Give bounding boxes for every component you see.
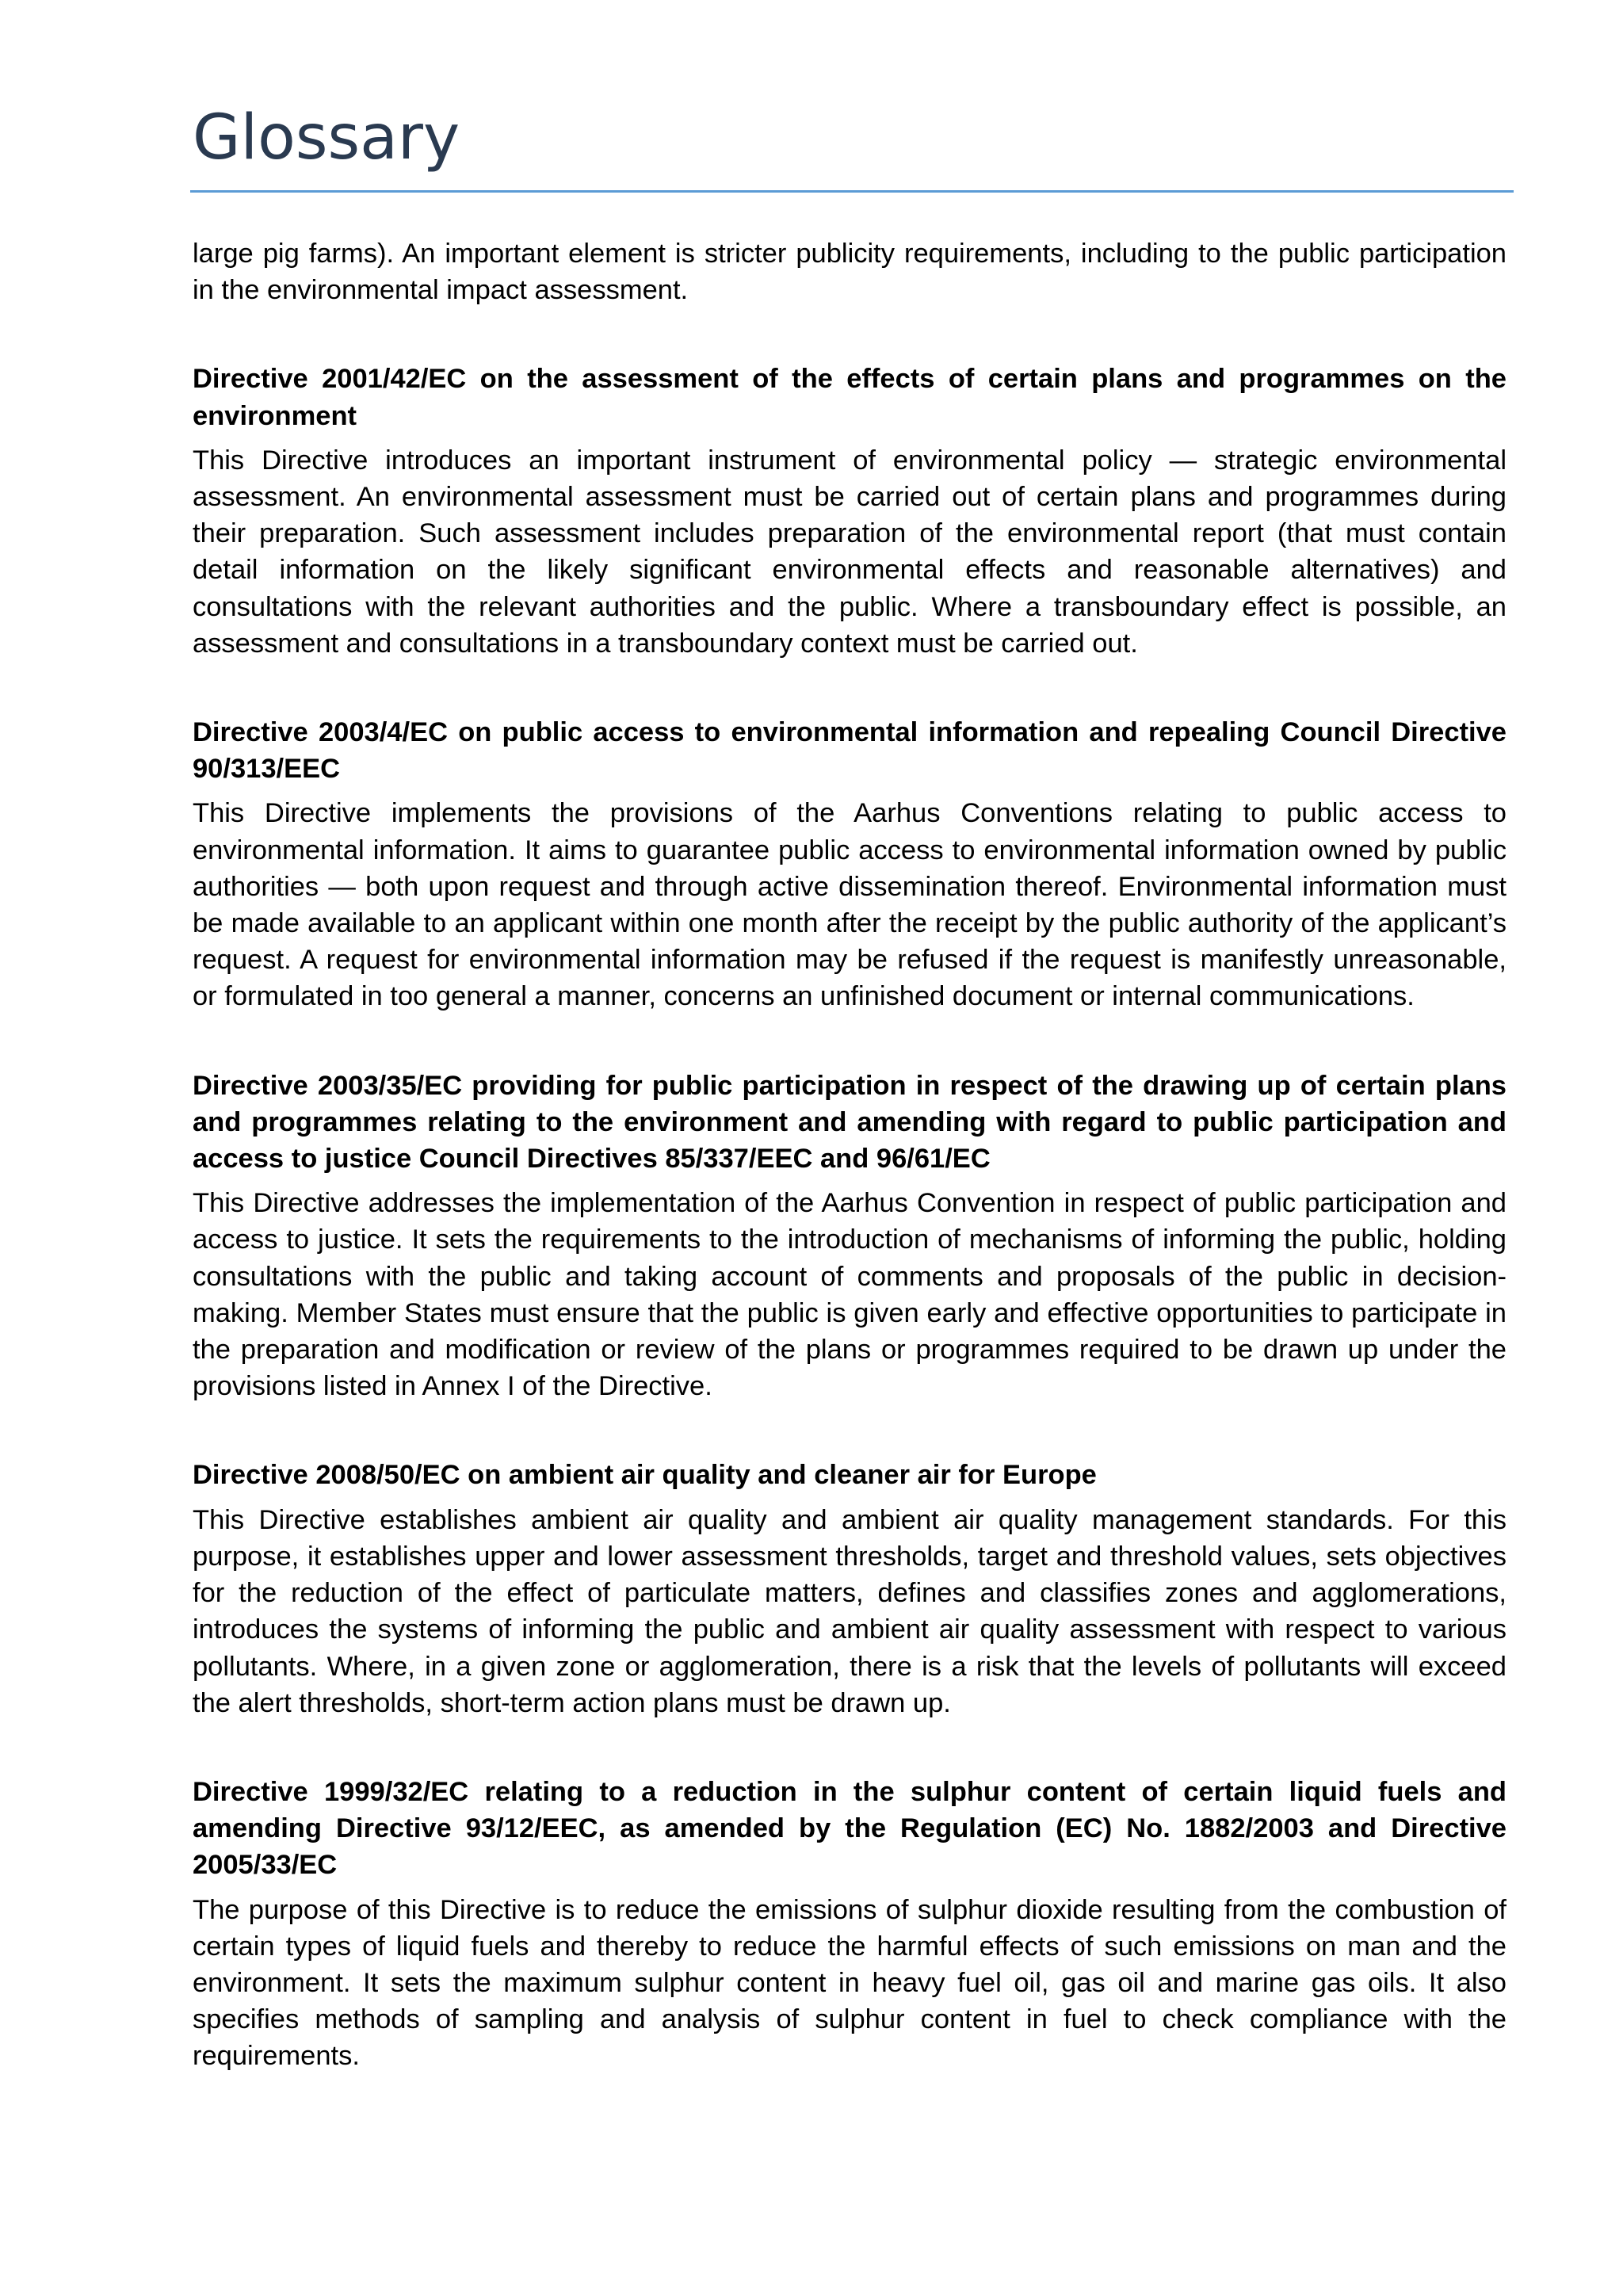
entry-title: Directive 1999/32/EC relating to a reduction in the sulphur content of certain liquid fuels and amending Directive 93/12/EEC, as amended by the Regulation (EC) No. 1882/2003 and Directive 2005/33/EC (193, 1776, 1507, 1881)
glossary-entry (193, 1068, 1507, 1405)
entry-title: Directive 2003/4/EC on public access to environmental information and repealing Council Directive 90/313/EEC (193, 717, 1507, 785)
entry-title: Directive 2003/35/EC providing for public participation in respect of the drawing up of certain plans and programmes relating to the environment and amending with regard to public participation and access to justice Council Directives 85/337/EEC and 96/61/EC (193, 1070, 1507, 1175)
entry-body: This Directive addresses the implementation of the Aarhus Convention in respect of public participation and access to justice. It sets the requirements to the introduction of mechanisms of informing the public, holding consultations with the public and taking account of comments and proposals of the public in decision-making. Member States must ensure that the public is given early and effective opportunities to participate in the preparation and modification or review of the plans or programmes required to be drawn up under the provisions listed in Annex I of the Directive. (193, 1188, 1507, 1402)
glossary-entry (193, 1774, 1507, 2075)
page-header (193, 101, 1511, 174)
entry-title: Directive 2008/50/EC on ambient air quality and cleaner air for Europe (193, 1460, 1097, 1491)
page-title: Glossary (193, 102, 460, 174)
intro-paragraph: large pig farms). An important element is stricter publicity requirements, including to the public participation in the environmental impact assessment. (193, 239, 1507, 306)
glossary-content (193, 235, 1507, 2075)
entry-body: This Directive establishes ambient air quality and ambient air quality management standards. For this purpose, it establishes upper and lower assessment thresholds, target and threshold values, sets objectives for the reduction of the effect of particulate matters, defines and classifies zones and agglomerations, introduces the systems of informing the public and ambient air quality assessment with respect to various pollutants. Where, in a given zone or agglomeration, there is a risk that the levels of pollutants will exceed the alert thresholds, short-term action plans must be drawn up. (193, 1504, 1507, 1718)
entry-body: This Directive implements the provisions of the Aarhus Conventions relating to public access to environmental information. It aims to guarantee public access to environmental information owned by public authorities — both upon request and through active dissemination thereof. Environmental information must be made available to an applicant within one month after the receipt by the public authority of the applicant’s request. A request for environmental information may be refused if the request is manifestly unreasonable, or formulated in too general a manner, concerns an unfinished document or internal communications. (193, 798, 1507, 1012)
entry-body: The purpose of this Directive is to reduce the emissions of sulphur dioxide resulting from the combustion of certain types of liquid fuels and thereby to reduce the harmful effects of such emissions on man and the environment. It sets the maximum sulphur content in heavy fuel oil, gas oil and marine gas oils. It also specifies methods of sampling and analysis of sulphur content in fuel to check compliance with the requirements. (193, 1894, 1507, 2072)
glossary-entry (193, 361, 1507, 662)
title-divider (190, 190, 1514, 193)
glossary-entry (193, 1457, 1507, 1721)
glossary-entry (193, 714, 1507, 1015)
entry-body: This Directive introduces an important instrument of environmental policy — strategic environmental assessment. An environmental assessment must be carried out of certain plans and programmes during their preparation. Such assessment includes preparation of the environmental report (that must contain detail information on the likely significant environmental effects and reasonable alternatives) and consultations with the relevant authorities and the public. Where a transboundary effect is possible, an assessment and consultations in a transboundary context must be carried out. (193, 445, 1507, 659)
entry-title: Directive 2001/42/EC on the assessment of the effects of certain plans and programmes on the environment (193, 364, 1507, 431)
